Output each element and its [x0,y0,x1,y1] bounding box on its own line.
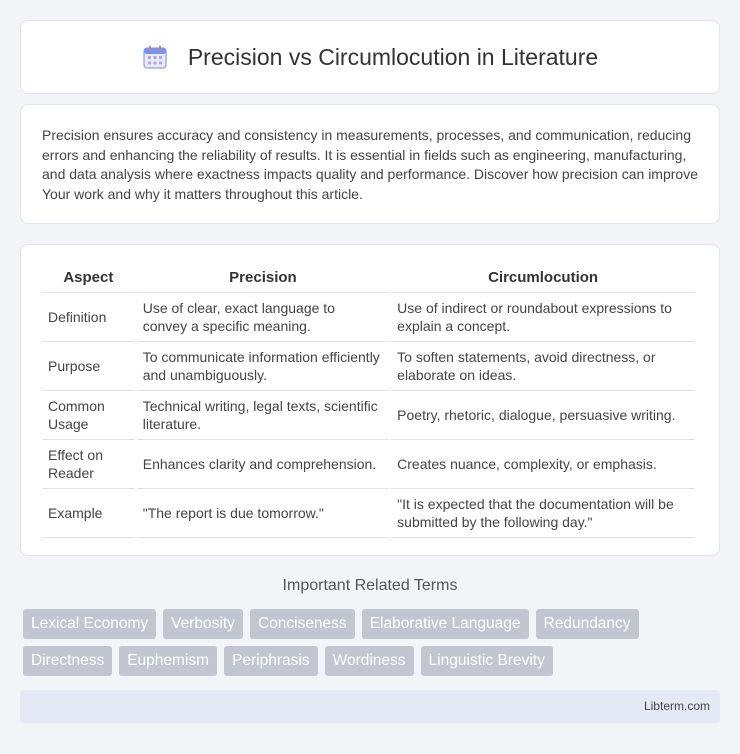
header-card [20,20,720,94]
table-row [42,342,695,391]
footer [20,690,720,723]
intro-card [20,104,720,224]
tag-verbosity[interactable]: Verbosity [163,609,243,639]
intro-text: Precision ensures accuracy and consistency in measurements, processes, and communication, reducing errors and enhancing the reliability of results. It is essential in fields such as engineering, manufacturing, and data analysis where exactness impacts quality and performance. Discover how precision can improve Your work and why it matters throughout this article. [42,127,698,202]
related-terms-title: Important Related Terms [282,577,458,594]
comparison-table-card [20,244,720,556]
table-row [42,391,695,440]
row-aspect: Definition [42,293,135,342]
tag-wordiness[interactable]: Wordiness [325,646,414,676]
tag-lexical-economy[interactable]: Lexical Economy [23,609,156,639]
table-header-row [42,263,695,293]
comparison-table [40,263,697,538]
tag-redundancy[interactable]: Redundancy [536,609,639,639]
row-precision: To communicate information efficiently and unambiguously. [137,342,389,391]
title-wrap [142,44,598,71]
tag-conciseness[interactable]: Conciseness [250,609,355,639]
tag-periphrasis[interactable]: Periphrasis [224,646,318,676]
row-circumlocution: To soften statements, avoid directness, or elaborate on ideas. [391,342,695,391]
row-aspect: Example [42,489,135,538]
row-aspect: Purpose [42,342,135,391]
row-precision: Enhances clarity and comprehension. [137,440,389,489]
tag-linguistic-brevity[interactable]: Linguistic Brevity [421,646,553,676]
footer-link[interactable]: Libterm.com [643,699,710,713]
table-row [42,489,695,538]
table-row [42,440,695,489]
row-circumlocution: Use of indirect or roundabout expressions to explain a concept. [391,293,695,342]
row-precision: Technical writing, legal texts, scientific literature. [137,391,389,440]
tag-directness[interactable]: Directness [23,646,112,676]
row-circumlocution: Creates nuance, complexity, or emphasis. [391,440,695,489]
related-tags-row-1 [23,609,723,639]
row-precision: Use of clear, exact language to convey a specific meaning. [137,293,389,342]
row-circumlocution: "It is expected that the documentation will be submitted by the following day." [391,489,695,538]
tag-euphemism[interactable]: Euphemism [119,646,217,676]
page-title: Precision vs Circumlocution in Literature [187,43,599,70]
row-aspect: Common Usage [42,391,135,440]
table-row [42,293,695,342]
row-precision: "The report is due tomorrow." [137,489,389,538]
header-precision: Precision [137,263,389,293]
header-circumlocution: Circumlocution [391,263,695,293]
tag-elaborative-language[interactable]: Elaborative Language [362,609,529,639]
related-tags-row-2 [23,646,723,676]
row-aspect: Effect on Reader [42,440,135,489]
row-circumlocution: Poetry, rhetoric, dialogue, persuasive writing. [391,391,695,440]
header-aspect: Aspect [42,263,135,293]
calendar-icon [142,44,168,70]
